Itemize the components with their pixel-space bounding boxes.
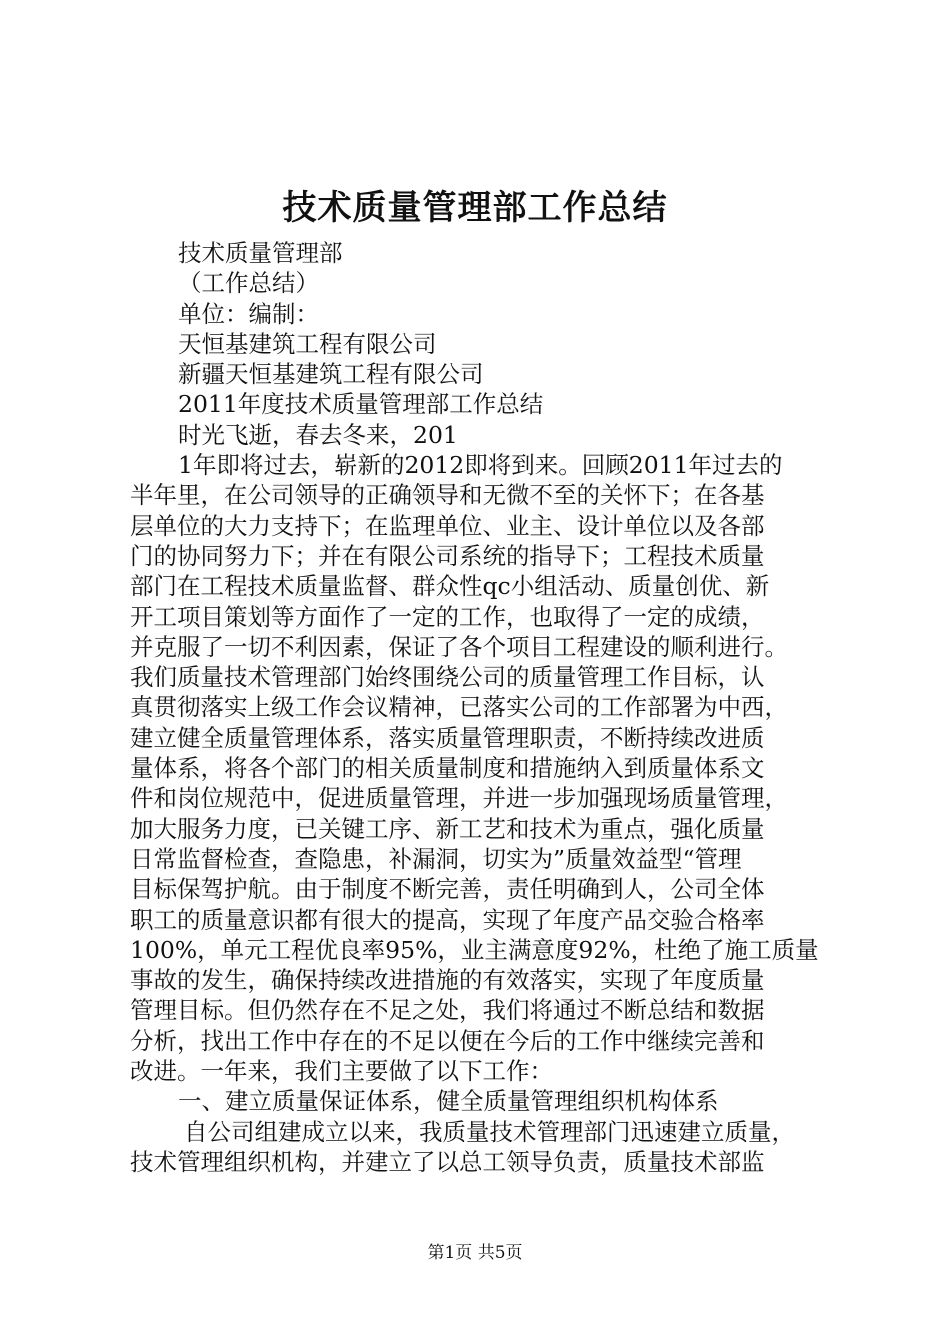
text-line: 门的协同努力下；并在有限公司系统的指导下；工程技术质量: [130, 541, 765, 570]
text-line: 改进。一年来，我们主要做了以下工作：: [130, 1057, 553, 1086]
text-line: 真贯彻落实上级工作会议精神，已落实公司的工作部署为中西，: [130, 693, 788, 722]
text-line: 分析，找出工作中存在的不足以便在今后的工作中继续完善和: [130, 1026, 765, 1055]
text-line: 技术质量管理部: [178, 239, 343, 267]
text-line: 半年里，在公司领导的正确领导和无微不至的关怀下；在各基: [130, 481, 765, 510]
text-line: 件和岗位规范中，促进质量管理，并进一步加强现场质量管理，: [130, 784, 788, 813]
text-line: 天恒基建筑工程有限公司: [178, 329, 437, 358]
text-line: 部门在工程技术质量监督、群众性qc小组活动、质量创优、新: [130, 572, 770, 601]
text-line: 职工的质量意识都有很大的提高，实现了年度产品交验合格率: [130, 905, 765, 934]
text-line: 事故的发生，确保持续改进措施的有效落实，实现了年度质量: [130, 966, 765, 995]
document-title: 技术质量管理部工作总结: [282, 188, 668, 228]
text-line: 加大服务力度，已关键工序、新工艺和技术为重点，强化质量: [130, 814, 765, 843]
text-line: 1年即将过去，崭新的2012即将到来。回顾2011年过去的: [178, 451, 783, 480]
text-line: 日常监督检查，查隐患，补漏洞，切实为”质量效益型“管理: [130, 844, 742, 873]
text-line: 层单位的大力支持下；在监理单位、业主、设计单位以及各部: [130, 511, 765, 540]
section-heading: 一、建立质量保证体系，健全质量管理组织机构体系: [178, 1087, 719, 1116]
text-line: 目标保驾护航。由于制度不断完善，责任明确到人，公司全体: [130, 875, 765, 904]
text-line: 我们质量技术管理部门始终围绕公司的质量管理工作目标，认: [130, 663, 765, 692]
text-line: 开工项目策划等方面作了一定的工作，也取得了一定的成绩，: [130, 602, 765, 631]
text-line: 新疆天恒基建筑工程有限公司: [178, 360, 484, 389]
text-line: 技术管理组织机构，并建立了以总工领导负责，质量技术部监: [130, 1147, 765, 1176]
page-footer: 第1页 共5页: [427, 1243, 523, 1263]
text-line: 时光飞逝，春去冬来，201: [178, 420, 458, 449]
text-line: 单位：编制：: [178, 299, 319, 328]
text-line: 建立健全质量管理体系，落实质量管理职责，不断持续改进质: [130, 723, 765, 752]
text-line: 自公司组建成立以来，我质量技术管理部门迅速建立质量，: [184, 1117, 795, 1146]
text-line: 2011年度技术质量管理部工作总结: [178, 390, 544, 419]
text-line: 量体系，将各个部门的相关质量制度和措施纳入到质量体系文: [130, 754, 765, 783]
text-line: 100%，单元工程优良率95%，业主满意度92%，杜绝了施工质量: [130, 935, 819, 964]
document-body: [130, 238, 850, 1177]
text-line: 并克服了一切不利因素，保证了各个项目工程建设的顺利进行。: [130, 632, 788, 661]
text-line: （工作总结）: [178, 269, 319, 298]
text-line: 管理目标。但仍然存在不足之处，我们将通过不断总结和数据: [130, 996, 765, 1025]
